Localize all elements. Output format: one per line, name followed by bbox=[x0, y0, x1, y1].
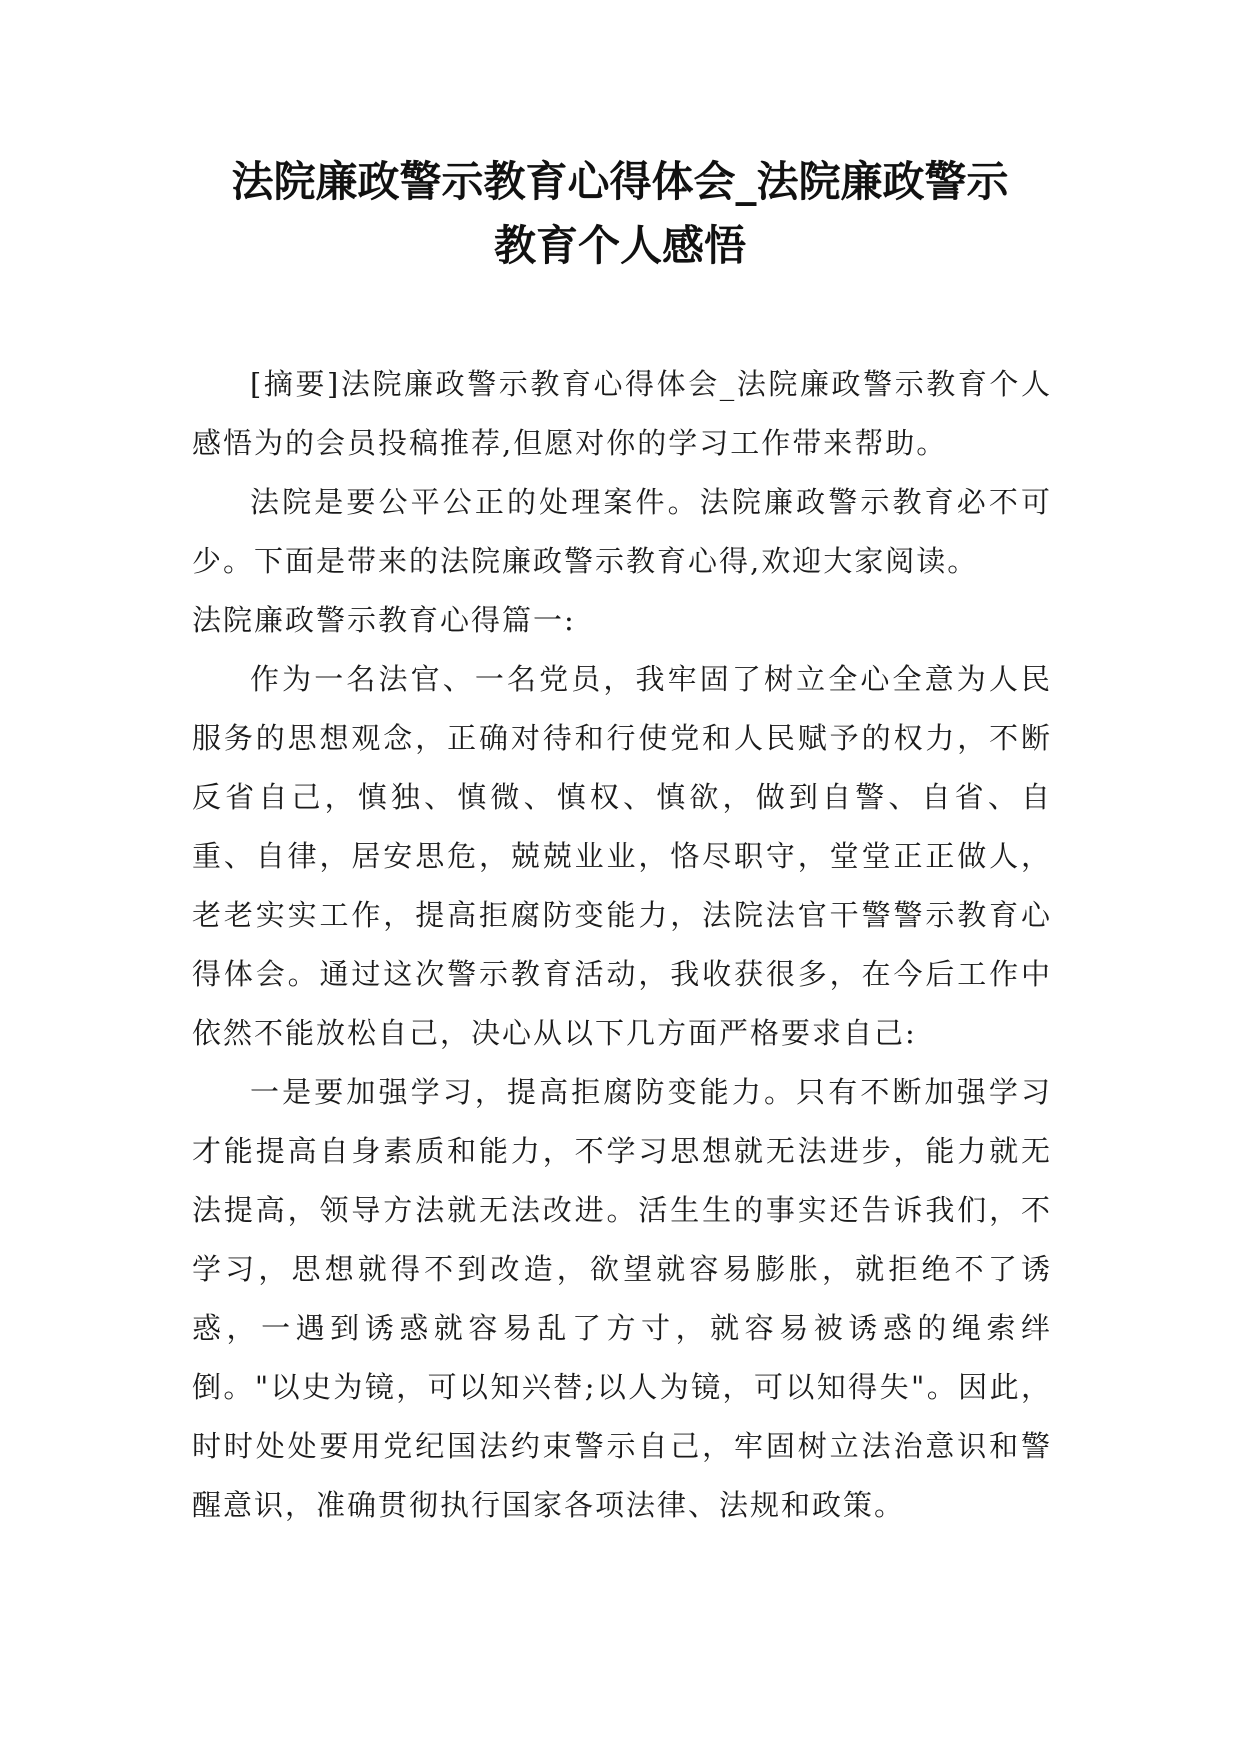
title-line-1: 法院廉政警示教育心得体会_法院廉政警示 bbox=[231, 157, 1009, 206]
section-heading: 法院廉政警示教育心得篇一: bbox=[192, 603, 576, 637]
body-paragraph: 一是要加强学习，提高拒腐防变能力。只有不断加强学习才能提高自身素质和能力，不学习思想就无法进步，能力就无法提高，领导方法就无法改进。活生生的事实还告诉我们，不学习，思想就得不到改造，欲望就容易膨胀，就拒绝不了诱惑，一遇到诱惑就容易乱了方寸，就容易被诱惑的绳索绊倒。"以史为镜，可以知兴替;以人为镜，可以知得失"。因此，时时处处要用党纪国法约束警示自己，牢固树立法治意识和警醒意识，准确贯彻执行国家各项法律、法规和政策。 bbox=[192, 1075, 1052, 1522]
intro-paragraph: 法院是要公平公正的处理案件。法院廉政警示教育必不可少。下面是带来的法院廉政警示教育心得,欢迎大家阅读。 bbox=[192, 485, 1052, 578]
body-paragraph: 作为一名法官、一名党员，我牢固了树立全心全意为人民服务的思想观念，正确对待和行使党和人民赋予的权力，不断反省自己，慎独、慎微、慎权、慎欲，做到自警、自省、自重、自律，居安思危，兢兢业业，恪尽职守，堂堂正正做人，老老实实工作，提高拒腐防变能力，法院法官干警警示教育心得体会。通过这次警示教育活动，我收获很多，在今后工作中依然不能放松自己，决心从以下几方面严格要求自己: bbox=[192, 662, 1052, 1050]
document-body bbox=[192, 355, 1052, 1535]
document-title bbox=[180, 150, 1060, 278]
abstract-paragraph: [摘要]法院廉政警示教育心得体会_法院廉政警示教育个人感悟为的会员投稿推荐,但愿对你的学习工作带来帮助。 bbox=[192, 367, 1052, 460]
title-line-2: 教育个人感悟 bbox=[493, 221, 746, 270]
